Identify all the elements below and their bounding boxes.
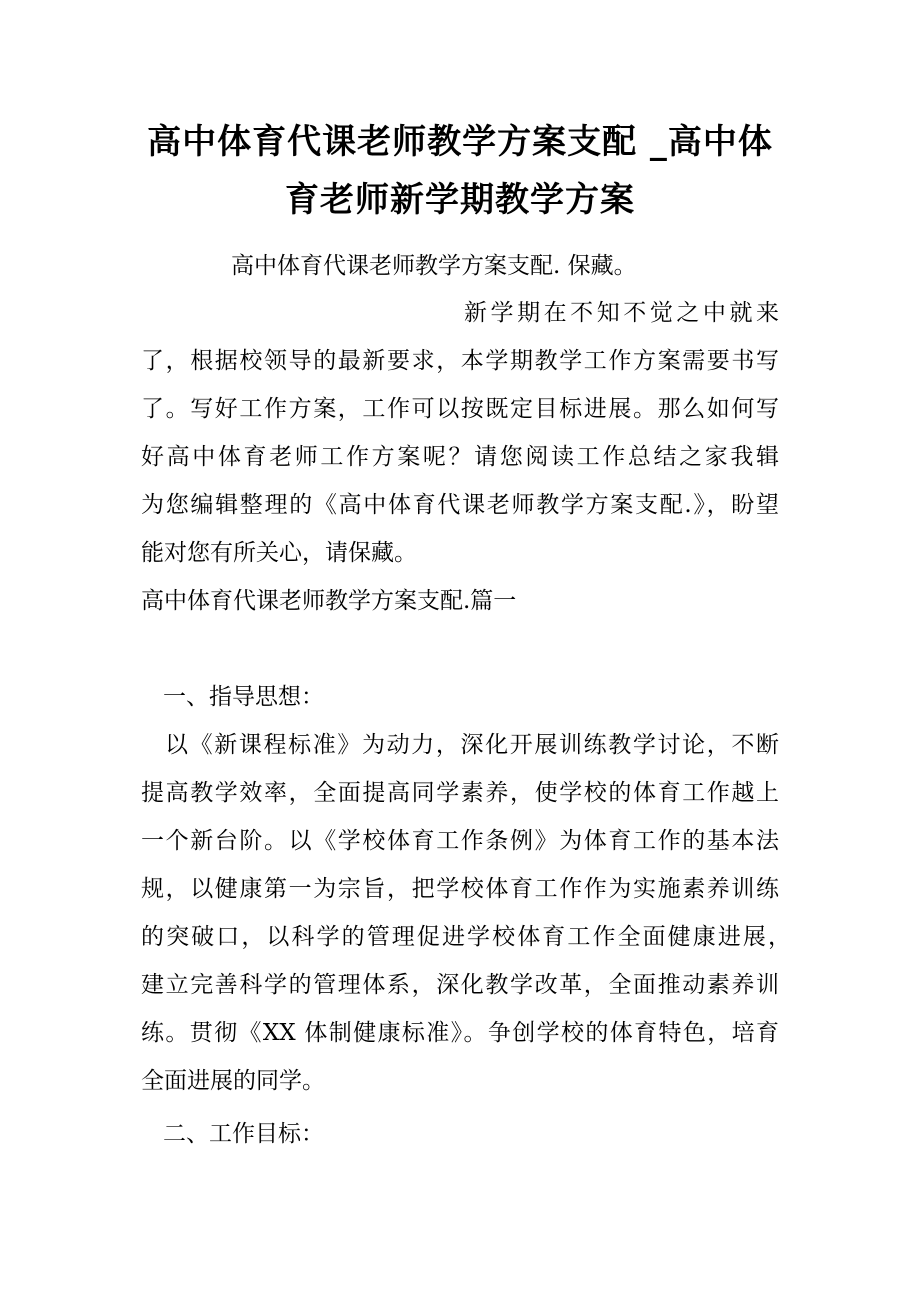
intro-line-4: 好高中体育老师工作方案呢？请您阅读工作总结之家我辑 xyxy=(141,444,779,470)
body-line-6: 建立完善科学的管理体系，深化教学改革，全面推动素养训 xyxy=(141,972,779,998)
heading-guiding-ideology: 一、指导思想： xyxy=(163,684,324,710)
heading-work-goals: 二、工作目标： xyxy=(163,1121,324,1147)
body-line-2: 提高教学效率，全面提高同学素养，使学校的体育工作越上 xyxy=(141,780,779,806)
body-line-5: 的突破口，以科学的管理促进学校体育工作全面健康进展， xyxy=(141,924,791,950)
intro-line-6: 能对您有所关心，请保藏。 xyxy=(141,540,417,566)
body-line-4: 规，以健康第一为宗旨，把学校体育工作作为实施素养训练 xyxy=(141,876,779,902)
section-title: 高中体育代课老师教学方案支配.篇一 xyxy=(141,588,517,614)
body-line-3: 一个新台阶。以《学校体育工作条例》为体育工作的基本法 xyxy=(141,828,779,854)
body-line-1: 以《新课程标准》为动力，深化开展训练教学讨论，不断 xyxy=(165,732,779,758)
document-subtitle: 高中体育代课老师教学方案支配. 保藏。 xyxy=(231,253,637,279)
document-title-line-2: 育老师新学期教学方案 xyxy=(285,180,635,220)
intro-line-2: 了，根据校领导的最新要求，本学期教学工作方案需要书写 xyxy=(141,348,779,374)
intro-line-1: 新学期在不知不觉之中就来 xyxy=(464,300,779,326)
intro-line-3: 了。写好工作方案，工作可以按既定目标进展。那么如何写 xyxy=(141,396,779,422)
body-line-7: 练。贯彻《XX 体制健康标准》。争创学校的体育特色，培育 xyxy=(141,1020,779,1046)
body-line-8: 全面进展的同学。 xyxy=(141,1068,325,1094)
intro-line-5: 为您编辑整理的《高中体育代课老师教学方案支配.》，盼望 xyxy=(141,492,779,518)
document-title-line-1: 高中体育代课老师教学方案支配 _高中体 xyxy=(147,122,773,162)
